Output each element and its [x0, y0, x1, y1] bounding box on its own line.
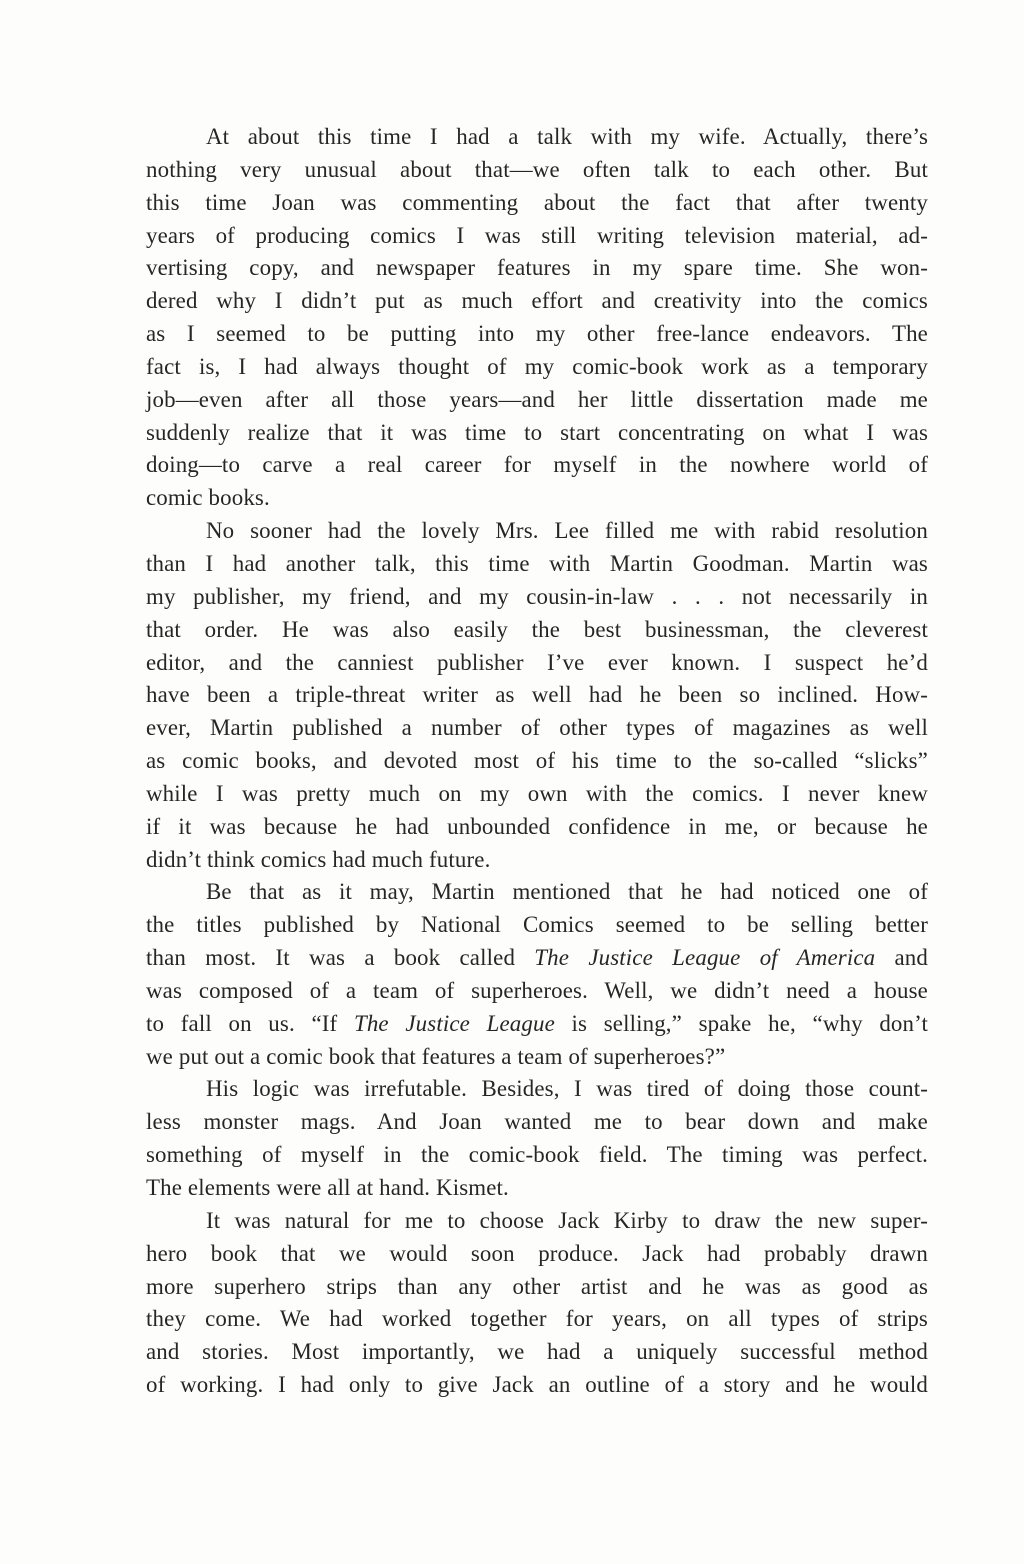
italic-title: The Justice League — [353, 1010, 555, 1036]
text-segment: and — [875, 945, 928, 971]
text-line — [146, 679, 928, 712]
text-segment: years of producing comics I was still writing television material, ad- — [146, 222, 928, 248]
book-page — [146, 121, 928, 1402]
text-segment: less monster mags. And Joan wanted me to bear down and make — [146, 1109, 928, 1135]
text-segment: my publisher, my friend, and my cousin-in-law . . . not necessarily in — [146, 583, 928, 609]
text-segment: fact is, I had always thought of my comic-book work as a temporary — [146, 353, 928, 379]
text-line — [146, 1369, 928, 1402]
text-segment: Be that as it may, Martin mentioned that he had noticed one of — [206, 879, 928, 905]
italic-title: The Justice League of America — [534, 945, 876, 971]
paragraph — [146, 876, 928, 1073]
text-segment: is selling,” spake he, “why don’t — [554, 1010, 928, 1036]
text-segment: vertising copy, and newspaper features in my spare time. She won- — [146, 255, 928, 281]
text-segment: didn’t think comics had much future. — [146, 846, 491, 872]
text-segment: than I had another talk, this time with Martin Goodman. Martin was — [146, 550, 928, 576]
text-segment: comic books. — [146, 485, 270, 511]
text-segment: have been a triple-threat writer as well had he been so inclined. How- — [146, 682, 928, 708]
text-line — [146, 1238, 928, 1271]
text-line — [146, 121, 928, 154]
text-line — [146, 581, 928, 614]
text-segment: ever, Martin published a number of other types of magazines as well — [146, 715, 928, 741]
text-line — [146, 1172, 928, 1205]
text-segment: if it was because he had unbounded confidence in me, or because he — [146, 813, 928, 839]
text-line — [146, 975, 928, 1008]
text-line — [146, 909, 928, 942]
paragraph — [146, 515, 928, 876]
text-line — [146, 811, 928, 844]
text-line — [146, 220, 928, 253]
text-segment: of working. I had only to give Jack an outline of a story and he would — [146, 1372, 928, 1398]
text-segment: as comic books, and devoted most of his time to the so-called “slicks” — [146, 748, 928, 774]
text-segment: they come. We had worked together for years, on all types of strips — [146, 1306, 928, 1332]
text-line — [146, 515, 928, 548]
text-line — [146, 1139, 928, 1172]
text-segment: dered why I didn’t put as much effort and creativity into the comics — [146, 288, 928, 314]
text-line — [146, 187, 928, 220]
text-segment: nothing very unusual about that—we often talk to each other. But — [146, 156, 928, 182]
text-line — [146, 745, 928, 778]
text-segment: editor, and the canniest publisher I’ve ever known. I suspect he’d — [146, 649, 928, 675]
text-line — [146, 712, 928, 745]
text-line — [146, 154, 928, 187]
text-line — [146, 482, 928, 515]
paragraph — [146, 1073, 928, 1204]
text-segment: that order. He was also easily the best businessman, the cleverest — [146, 616, 928, 642]
text-segment: His logic was irrefutable. Besides, I was tired of doing those count- — [206, 1076, 928, 1102]
text-line — [146, 548, 928, 581]
text-segment: was composed of a team of superheroes. Well, we didn’t need a house — [146, 977, 928, 1003]
paragraph — [146, 1205, 928, 1402]
text-line — [146, 285, 928, 318]
text-segment: It was natural for me to choose Jack Kirby to draw the new super- — [206, 1207, 928, 1233]
text-segment: At about this time I had a talk with my wife. Actually, there’s — [206, 124, 928, 149]
text-line — [146, 351, 928, 384]
text-line — [146, 942, 928, 975]
text-line — [146, 844, 928, 877]
text-segment: while I was pretty much on my own with the comics. I never knew — [146, 780, 928, 806]
text-segment: suddenly realize that it was time to start concentrating on what I was — [146, 419, 928, 445]
text-line — [146, 1271, 928, 1304]
text-segment: we put out a comic book that features a team of superheroes?” — [146, 1043, 726, 1069]
text-line — [146, 647, 928, 680]
text-line — [146, 614, 928, 647]
text-segment: The elements were all at hand. Kismet. — [146, 1175, 509, 1200]
text-line — [146, 778, 928, 811]
text-segment: doing—to carve a real career for myself in the nowhere world of — [146, 452, 928, 478]
text-segment: job—even after all those years—and her little dissertation made me — [146, 386, 928, 412]
text-line — [146, 1303, 928, 1336]
text-line — [146, 1106, 928, 1139]
text-line — [146, 318, 928, 351]
text-segment: to fall on us. “If — [146, 1010, 354, 1036]
text-line — [146, 252, 928, 285]
text-line — [146, 876, 928, 909]
text-segment: something of myself in the comic-book field. The timing was perfect. — [146, 1142, 928, 1168]
text-segment: more superhero strips than any other artist and he was as good as — [146, 1273, 928, 1299]
text-line — [146, 384, 928, 417]
text-segment: hero book that we would soon produce. Jack had probably drawn — [146, 1240, 928, 1266]
text-line — [146, 417, 928, 450]
text-line — [146, 1336, 928, 1369]
paragraph — [146, 121, 928, 515]
text-segment: and stories. Most importantly, we had a uniquely successful method — [146, 1339, 928, 1365]
text-line — [146, 1008, 928, 1041]
text-line — [146, 1073, 928, 1106]
text-segment: as I seemed to be putting into my other free-lance endeavors. The — [146, 321, 928, 347]
text-segment: this time Joan was commenting about the fact that after twenty — [146, 189, 928, 215]
text-line — [146, 1041, 928, 1074]
text-segment: No sooner had the lovely Mrs. Lee filled me with rabid resolution — [206, 518, 928, 544]
text-line — [146, 1205, 928, 1238]
text-line — [146, 449, 928, 482]
text-segment: the titles published by National Comics seemed to be selling better — [146, 912, 928, 938]
text-segment: than most. It was a book called — [146, 945, 535, 971]
